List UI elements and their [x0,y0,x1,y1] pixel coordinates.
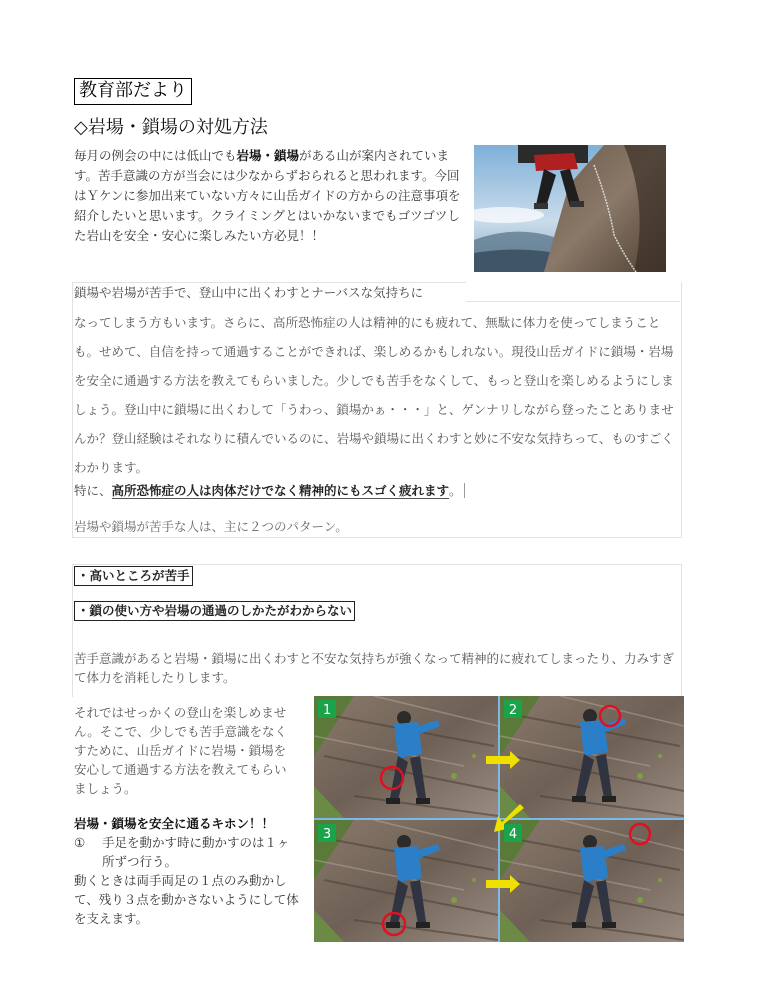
tip-item-1 [74,833,306,871]
tips-heading: 岩場・鎖場を安全に通るキホン！！ [74,816,275,831]
step-badge-4: 4 [508,827,518,842]
tip-text-rest: 所ずつ行う。 [102,854,178,869]
tip-number: ① [74,835,86,850]
intro-bold: 岩場・鎖場 [236,148,300,163]
body-paragraph-1: 鎖場や岩場が苦手で、登山中に出くわすとナーバスな気持ちに [74,285,424,300]
p3-prefix: 特に、 [74,483,112,498]
three-point-climbing-photo [314,696,684,942]
step-badge-2: 2 [508,703,518,718]
intro-text-2: がある山が案内されています。苦手意識の方が当会には少なからずおられると思われます。今回はＹケンに参加出来ていない方々に山岳ガイドの方からの注意事項を紹介したいと思います。クライミングとはいかないまでもゴツゴツした岩山を安全・安心に楽しみたい方必見！！ [74,148,461,243]
body-paragraph-3 [74,480,465,502]
climber-photo [474,145,666,272]
step-badge-3: 3 [322,827,332,842]
section-tag: 教育部だより [74,78,192,105]
pattern-label-2: ・鎖の使い方や岩場の通過のしかたがわからない [74,601,355,621]
body-paragraph-4: 岩場や鎖場が苦手な人は、主に２つのパターン。 [74,519,348,534]
intro-paragraph [74,146,466,246]
page-title: ◇岩場・鎖場の対処方法 [74,117,268,138]
body-paragraph-6: それではせっかくの登山を楽しめません。そこで、少しでも苦手意識をなくすために、山岳ガイドに岩場・鎖場を安心して通過する方法を教えてもらいましょう。 [74,705,288,796]
step-badge-1: 1 [322,703,332,718]
pattern-label-1: ・高いところが苦手 [74,566,193,586]
intro-text-1: 毎月の例会の中には低山でも [74,148,237,163]
body-paragraph-2: なってしまう方もいます。さらに、高所恐怖症の人は精神的にも疲れて、無駄に体力を使ってしまうことも。せめて、自信を持って通過することができれば、楽しめるかもしれない。現役山岳ガイドに鎖場・岩場を安全に通過する方法を教えてもらいました。少しでも苦手をなくして、もっと登山を楽しめるようにしましょう。登山中に鎖場に出くわして「うわっ、鎖場かぁ・・・」と、ゲンナリしながら登ったことありませんか？登山経験はそれなりに積んでいるのに、岩場や鎖場に出くわすと妙に不安な気持ちって、ものすごくわかります。 [74,315,674,475]
tip-text-first: 手足を動かす時に動かすのは１ヶ [102,835,290,850]
body-paragraph-5: 苦手意識があると岩場・鎖場に出くわすと不安な気持ちが強くなって精神的に疲れてしまったり、力みすぎて体力を消耗したりします。 [74,651,675,685]
body-paragraph-7: 動くときは両手両足の１点のみ動かして、残り３点を動かさないようにして体を支えます。 [74,873,299,926]
p3-suffix: 。 [449,483,465,498]
p3-emphasis: 高所恐怖症の人は肉体だけでなく精神的にもスゴく疲れます [111,483,450,498]
